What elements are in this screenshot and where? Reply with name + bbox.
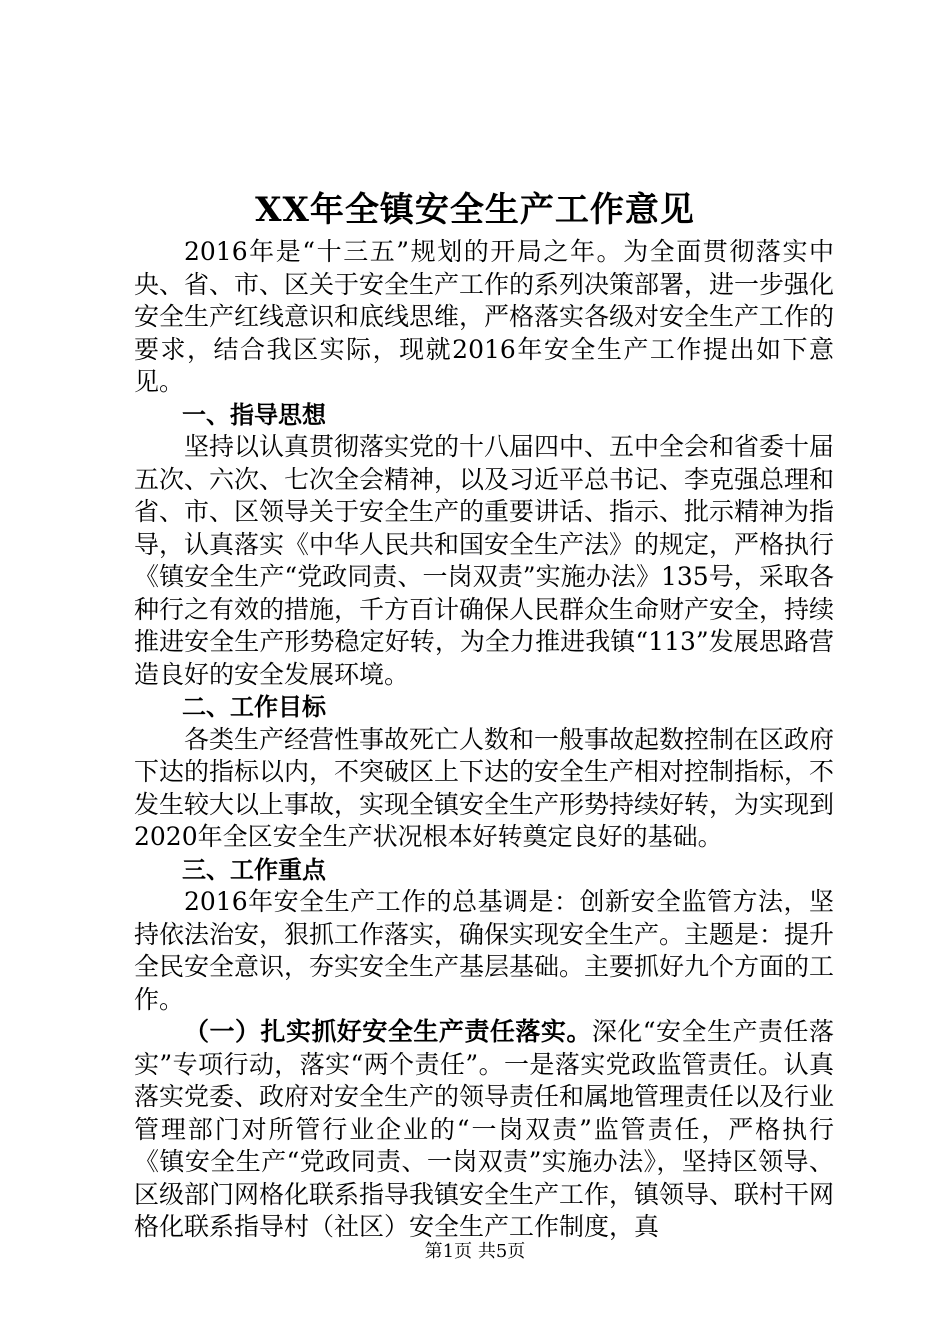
intro-paragraph: 2016年是“十三五”规划的开局之年。为全面贯彻落实中央、省、市、区关于安全生产工作的系列决策部署，进一步强化安全生产红线意识和底线思维，严格落实各级对安全生产工作的要求，结合我区实际，现就2016年安全生产工作提出如下意见。 xyxy=(134,237,835,396)
document-title: XX年全镇安全生产工作意见 xyxy=(255,190,695,230)
work-priorities-paragraph: 2016年安全生产工作的总基调是：创新安全监管方法，坚持依法治安，狠抓工作落实，确保实现安全生产。主题是：提升全民安全意识，夯实安全生产基层基础。主要抓好九个方面的工作。 xyxy=(134,887,835,1014)
section-heading-guiding-ideology: 一、指导思想 xyxy=(182,400,326,429)
work-goals-paragraph: 各类生产经营性事故死亡人数和一般事故起数控制在区政府下达的指标以内，不突破区上下达的安全生产相对控制指标，不发生较大以上事故，实现全镇安全生产形势持续好转，为实现到2020年全区安全生产状况根本好转奠定良好的基础。 xyxy=(134,724,835,851)
responsibility-paragraph xyxy=(134,1016,834,1244)
guiding-ideology-paragraph: 坚持以认真贯彻落实党的十八届四中、五中全会和省委十届五次、六次、七次全会精神，以及习近平总书记、李克强总理和省、市、区领导关于安全生产的重要讲话、指示、批示精神为指导，认真落实《中华人民共和国安全生产法》的规定，严格执行《镇安全生产“党政同责、一岗双责”实施办法》135号，采取各种行之有效的措施，千方百计确保人民群众生命财产安全，持续推进安全生产形势稳定好转，为全力推进我镇“113”发展思路营造良好的安全发展环境。 xyxy=(134,432,835,689)
document-body xyxy=(134,236,834,1244)
responsibility-text: 深化“安全生产责任落实”专项行动，落实“两个责任”。一是落实党政监管责任。认真落实党委、政府对安全生产的领导责任和属地管理责任以及行业管理部门对所管行业企业的“一岗双责”监管责任，严格执行《镇安全生产“党政同责、一岗双责”实施办法》，坚持区领导、区级部门网格化联系指导我镇安全生产工作，镇领导、联村干网格化联系指导村（社区）安全生产工作制度，真 xyxy=(134,1017,835,1241)
responsibility-lead: （一）扎实抓好安全生产责任落实。 xyxy=(184,1017,592,1046)
section-heading-work-priorities: 三、工作重点 xyxy=(182,855,326,884)
section-heading-work-goals: 二、工作目标 xyxy=(182,693,326,721)
page-footer: 第1页 共5页 xyxy=(424,1241,526,1262)
